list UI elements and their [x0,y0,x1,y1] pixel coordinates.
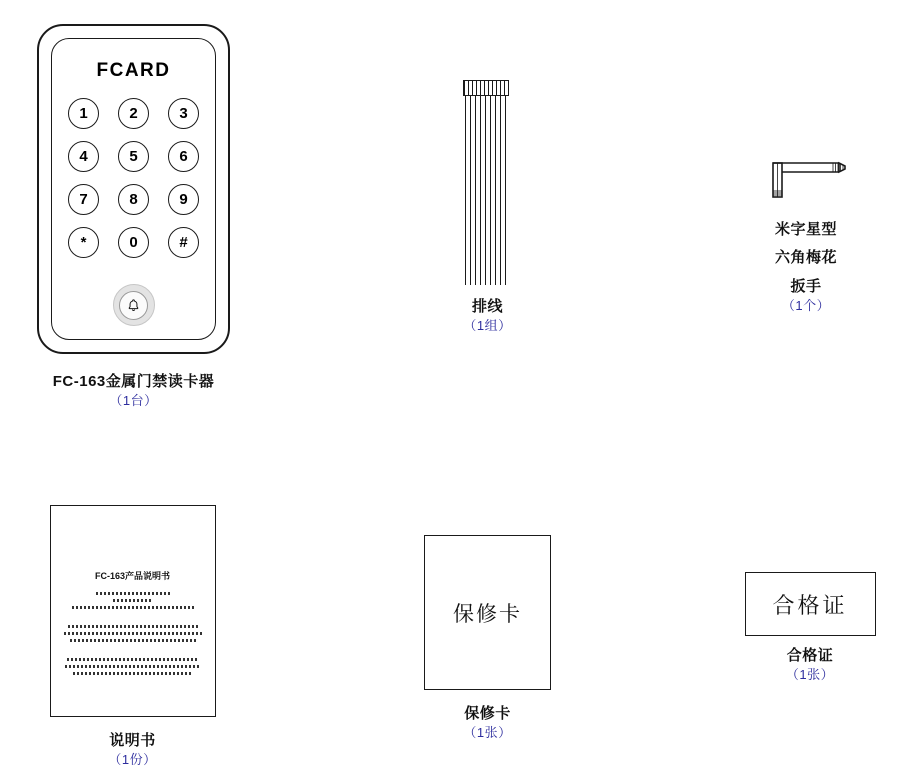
manual-text-line [64,632,202,635]
manual-text-line [72,606,194,609]
manual-caption: 说明书 [109,732,156,749]
certificate-quantity: （1张） [785,667,835,683]
wrench-caption-line-3: 扳手 [790,277,822,295]
doorbell-inner-ring [119,291,148,320]
wrench-caption-line-2: 六角梅花 [774,249,837,267]
item-ribbon-cable [410,80,565,335]
keypad-key-5[interactable]: 5 [118,141,149,172]
manual-cover-title: FC-163产品说明书 [94,571,170,581]
warranty-card-text: 保修卡 [453,602,522,626]
manual-text-line [68,625,198,628]
keypad-key-1[interactable]: 1 [68,98,99,129]
keypad-key-8[interactable]: 8 [118,184,149,215]
item-certificate [720,572,900,684]
reader-caption: FC-163金属门禁读卡器 [52,373,215,390]
manual-text-line [96,592,170,595]
reader-brand-label: FCARD [96,60,171,81]
manual-cover-illustration [50,505,216,717]
manual-text-gap [61,646,205,654]
manual-cover-text-lines [61,592,205,679]
keypad-key-2[interactable]: 2 [118,98,149,129]
warranty-quantity: （1张） [463,725,512,741]
wrench-illustration [761,160,851,212]
keypad-key-star[interactable]: * [68,227,99,258]
manual-text-line [65,665,201,668]
doorbell-button[interactable] [113,284,155,326]
cable-caption: 排线 [471,298,503,315]
cable-wires [465,96,507,285]
keypad-key-0[interactable]: 0 [118,227,149,258]
keypad-key-9[interactable]: 9 [168,184,199,215]
warranty-caption: 保修卡 [464,705,511,722]
item-torx-wrench [726,160,886,315]
keypad-key-3[interactable]: 3 [168,98,199,129]
manual-text-line [70,639,196,642]
item-manual [30,505,235,769]
certificate-text: 合格证 [772,592,848,618]
certificate-illustration [745,572,876,636]
manual-quantity: （1份） [108,752,157,768]
warranty-card-illustration [424,535,551,690]
item-reader [26,24,241,410]
item-warranty-card [395,535,580,742]
keypad-key-4[interactable]: 4 [68,141,99,172]
wrench-caption-line-1: 米字星型 [774,221,837,238]
bell-icon [126,298,141,313]
reader-device-body [37,24,230,354]
certificate-caption: 合格证 [786,647,834,664]
keypad-key-7[interactable]: 7 [68,184,99,215]
manual-text-gap [61,613,205,621]
wrench-quantity: （1个） [781,297,831,313]
reader-keypad [59,98,209,258]
cable-quantity: （1组） [463,318,512,334]
ribbon-cable-illustration [463,80,513,285]
keypad-key-6[interactable]: 6 [168,141,199,172]
manual-text-line [113,599,153,602]
manual-text-line [67,658,199,661]
cable-connector-head [463,80,509,96]
reader-quantity: （1台） [109,393,158,409]
manual-text-line [73,672,193,675]
torx-wrench-icon [761,160,851,212]
keypad-key-hash[interactable]: # [168,227,199,258]
